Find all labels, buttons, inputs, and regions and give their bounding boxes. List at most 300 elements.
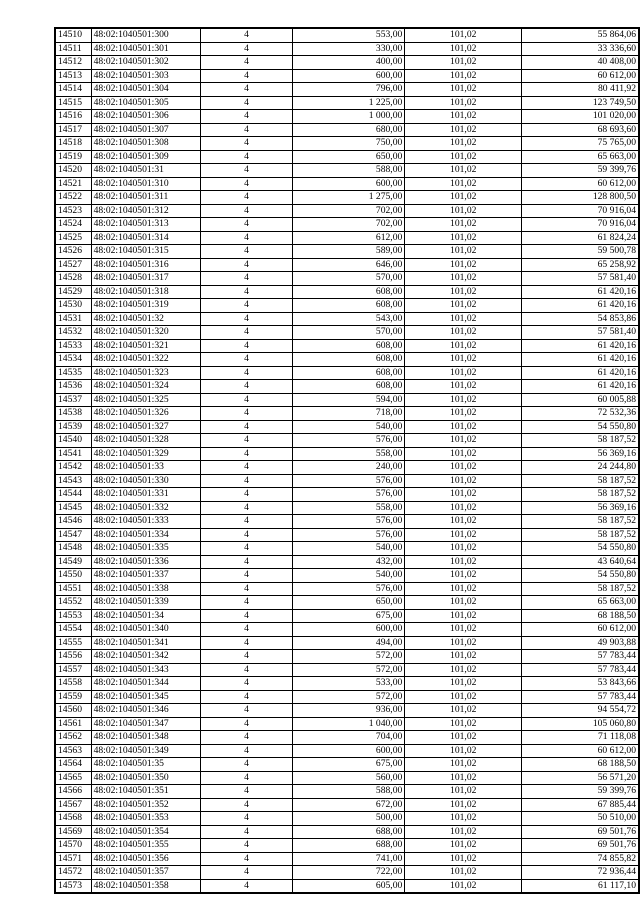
row-number-cell: 14538 [55,407,91,421]
row-number-cell: 14513 [55,69,91,83]
cadastral-value-cell: 54 853,86 [522,312,639,326]
unit-value-cell: 101,02 [405,825,522,839]
table-row [55,866,639,880]
row-number-cell: 14553 [55,609,91,623]
table-row [55,272,639,286]
cadastral-value-cell: 56 571,20 [522,771,639,785]
row-number-cell: 14557 [55,663,91,677]
cadastral-number-cell: 48:02:1040501:303 [91,69,201,83]
table-row [55,879,639,893]
cadastral-number-cell: 48:02:1040501:308 [91,137,201,151]
cadastral-value-cell: 58 187,52 [522,434,639,448]
cadastral-number-cell: 48:02:1040501:353 [91,812,201,826]
row-number-cell: 14518 [55,137,91,151]
area-cell: 500,00 [292,812,405,826]
table-row [55,812,639,826]
group-cell: 4 [201,785,292,799]
unit-value-cell: 101,02 [405,150,522,164]
row-number-cell: 14519 [55,150,91,164]
table-row [55,771,639,785]
row-number-cell: 14520 [55,164,91,178]
cadastral-number-cell: 48:02:1040501:300 [91,28,201,42]
table-row [55,623,639,637]
area-cell: 576,00 [292,474,405,488]
table-row [55,650,639,664]
group-cell: 4 [201,555,292,569]
row-number-cell: 14555 [55,636,91,650]
row-number-cell: 14549 [55,555,91,569]
row-number-cell: 14540 [55,434,91,448]
table-row [55,758,639,772]
table-row [55,339,639,353]
table-row [55,488,639,502]
cadastral-value-cell: 59 500,78 [522,245,639,259]
group-cell: 4 [201,326,292,340]
group-cell: 4 [201,434,292,448]
cadastral-number-cell: 48:02:1040501:317 [91,272,201,286]
cadastral-number-cell: 48:02:1040501:336 [91,555,201,569]
table-row [55,123,639,137]
table-row [55,474,639,488]
area-cell: 608,00 [292,353,405,367]
table-row [55,150,639,164]
area-cell: 558,00 [292,501,405,515]
row-number-cell: 14544 [55,488,91,502]
group-cell: 4 [201,825,292,839]
cadastral-number-cell: 48:02:1040501:314 [91,231,201,245]
area-cell: 1 275,00 [292,191,405,205]
unit-value-cell: 101,02 [405,852,522,866]
area-cell: 796,00 [292,83,405,97]
cadastral-value-cell: 105 060,80 [522,717,639,731]
unit-value-cell: 101,02 [405,83,522,97]
group-cell: 4 [201,245,292,259]
table-row [55,420,639,434]
group-cell: 4 [201,56,292,70]
row-number-cell: 14548 [55,542,91,556]
unit-value-cell: 101,02 [405,164,522,178]
group-cell: 4 [201,542,292,556]
row-number-cell: 14559 [55,690,91,704]
area-cell: 750,00 [292,137,405,151]
group-cell: 4 [201,528,292,542]
cadastral-value-cell: 60 005,88 [522,393,639,407]
cadastral-number-cell: 48:02:1040501:313 [91,218,201,232]
cadastral-number-cell: 48:02:1040501:35 [91,758,201,772]
group-cell: 4 [201,123,292,137]
table-row [55,299,639,313]
group-cell: 4 [201,299,292,313]
table-row [55,56,639,70]
unit-value-cell: 101,02 [405,650,522,664]
area-cell: 576,00 [292,515,405,529]
group-cell: 4 [201,177,292,191]
cadastral-number-cell: 48:02:1040501:343 [91,663,201,677]
group-cell: 4 [201,69,292,83]
row-number-cell: 14535 [55,366,91,380]
row-number-cell: 14552 [55,596,91,610]
cadastral-value-cell: 58 187,52 [522,474,639,488]
unit-value-cell: 101,02 [405,28,522,42]
row-number-cell: 14516 [55,110,91,124]
row-number-cell: 14543 [55,474,91,488]
cadastral-number-cell: 48:02:1040501:325 [91,393,201,407]
cadastral-value-cell: 60 612,00 [522,177,639,191]
area-cell: 330,00 [292,42,405,56]
area-cell: 612,00 [292,231,405,245]
cadastral-value-cell: 75 765,00 [522,137,639,151]
table-row [55,407,639,421]
area-cell: 600,00 [292,69,405,83]
group-cell: 4 [201,798,292,812]
group-cell: 4 [201,218,292,232]
cadastral-value-cell: 70 916,04 [522,204,639,218]
cadastral-value-cell: 58 187,52 [522,528,639,542]
cadastral-value-table [54,27,640,894]
cadastral-number-cell: 48:02:1040501:31 [91,164,201,178]
group-cell: 4 [201,150,292,164]
area-cell: 560,00 [292,771,405,785]
cadastral-value-cell: 94 554,72 [522,704,639,718]
row-number-cell: 14530 [55,299,91,313]
group-cell: 4 [201,596,292,610]
cadastral-number-cell: 48:02:1040501:320 [91,326,201,340]
group-cell: 4 [201,204,292,218]
table-row [55,434,639,448]
unit-value-cell: 101,02 [405,866,522,880]
table-row [55,596,639,610]
row-number-cell: 14523 [55,204,91,218]
unit-value-cell: 101,02 [405,231,522,245]
cadastral-value-cell: 72 532,36 [522,407,639,421]
row-number-cell: 14554 [55,623,91,637]
cadastral-number-cell: 48:02:1040501:346 [91,704,201,718]
area-cell: 533,00 [292,677,405,691]
row-number-cell: 14565 [55,771,91,785]
row-number-cell: 14572 [55,866,91,880]
cadastral-number-cell: 48:02:1040501:355 [91,839,201,853]
row-number-cell: 14562 [55,731,91,745]
group-cell: 4 [201,677,292,691]
group-cell: 4 [201,83,292,97]
group-cell: 4 [201,461,292,475]
cadastral-value-cell: 80 411,92 [522,83,639,97]
group-cell: 4 [201,515,292,529]
unit-value-cell: 101,02 [405,623,522,637]
group-cell: 4 [201,488,292,502]
area-cell: 1 225,00 [292,96,405,110]
cadastral-value-cell: 61 117,10 [522,879,639,893]
cadastral-value-cell: 56 369,16 [522,501,639,515]
row-number-cell: 14514 [55,83,91,97]
cadastral-value-cell: 61 420,16 [522,353,639,367]
unit-value-cell: 101,02 [405,636,522,650]
area-cell: 576,00 [292,582,405,596]
cadastral-number-cell: 48:02:1040501:316 [91,258,201,272]
table-row [55,636,639,650]
cadastral-value-cell: 56 369,16 [522,447,639,461]
table-row [55,137,639,151]
unit-value-cell: 101,02 [405,582,522,596]
area-cell: 240,00 [292,461,405,475]
table-row [55,96,639,110]
unit-value-cell: 101,02 [405,353,522,367]
row-number-cell: 14525 [55,231,91,245]
area-cell: 600,00 [292,744,405,758]
table-row [55,825,639,839]
area-cell: 672,00 [292,798,405,812]
cadastral-number-cell: 48:02:1040501:304 [91,83,201,97]
row-number-cell: 14560 [55,704,91,718]
unit-value-cell: 101,02 [405,690,522,704]
group-cell: 4 [201,393,292,407]
area-cell: 588,00 [292,785,405,799]
group-cell: 4 [201,744,292,758]
area-cell: 936,00 [292,704,405,718]
cadastral-number-cell: 48:02:1040501:334 [91,528,201,542]
cadastral-value-cell: 55 864,06 [522,28,639,42]
unit-value-cell: 101,02 [405,447,522,461]
cadastral-value-cell: 65 663,00 [522,150,639,164]
unit-value-cell: 101,02 [405,596,522,610]
cadastral-value-cell: 123 749,50 [522,96,639,110]
row-number-cell: 14563 [55,744,91,758]
unit-value-cell: 101,02 [405,258,522,272]
area-cell: 675,00 [292,758,405,772]
cadastral-value-cell: 61 824,24 [522,231,639,245]
group-cell: 4 [201,258,292,272]
area-cell: 608,00 [292,285,405,299]
row-number-cell: 14524 [55,218,91,232]
row-number-cell: 14564 [55,758,91,772]
area-cell: 543,00 [292,312,405,326]
area-cell: 608,00 [292,299,405,313]
area-cell: 572,00 [292,650,405,664]
row-number-cell: 14546 [55,515,91,529]
table-row [55,393,639,407]
area-cell: 589,00 [292,245,405,259]
row-number-cell: 14558 [55,677,91,691]
cadastral-number-cell: 48:02:1040501:344 [91,677,201,691]
cadastral-number-cell: 48:02:1040501:352 [91,798,201,812]
area-cell: 702,00 [292,204,405,218]
cadastral-value-cell: 69 501,76 [522,839,639,853]
table-row [55,191,639,205]
table-row [55,515,639,529]
row-number-cell: 14539 [55,420,91,434]
unit-value-cell: 101,02 [405,218,522,232]
table-row [55,609,639,623]
table-row [55,744,639,758]
cadastral-number-cell: 48:02:1040501:328 [91,434,201,448]
cadastral-number-cell: 48:02:1040501:326 [91,407,201,421]
group-cell: 4 [201,771,292,785]
unit-value-cell: 101,02 [405,366,522,380]
area-cell: 572,00 [292,690,405,704]
group-cell: 4 [201,839,292,853]
unit-value-cell: 101,02 [405,515,522,529]
cadastral-number-cell: 48:02:1040501:310 [91,177,201,191]
table-row [55,258,639,272]
cadastral-value-cell: 40 408,00 [522,56,639,70]
area-cell: 605,00 [292,879,405,893]
unit-value-cell: 101,02 [405,717,522,731]
cadastral-value-cell: 71 118,08 [522,731,639,745]
unit-value-cell: 101,02 [405,393,522,407]
cadastral-number-cell: 48:02:1040501:329 [91,447,201,461]
row-number-cell: 14570 [55,839,91,853]
cadastral-number-cell: 48:02:1040501:330 [91,474,201,488]
row-number-cell: 14573 [55,879,91,893]
row-number-cell: 14569 [55,825,91,839]
group-cell: 4 [201,636,292,650]
table-row [55,231,639,245]
group-cell: 4 [201,866,292,880]
unit-value-cell: 101,02 [405,56,522,70]
unit-value-cell: 101,02 [405,785,522,799]
group-cell: 4 [201,231,292,245]
cadastral-number-cell: 48:02:1040501:34 [91,609,201,623]
table-row [55,164,639,178]
unit-value-cell: 101,02 [405,501,522,515]
cadastral-number-cell: 48:02:1040501:357 [91,866,201,880]
cadastral-number-cell: 48:02:1040501:321 [91,339,201,353]
group-cell: 4 [201,42,292,56]
table-row [55,312,639,326]
unit-value-cell: 101,02 [405,312,522,326]
unit-value-cell: 101,02 [405,110,522,124]
table-row [55,798,639,812]
cadastral-value-cell: 58 187,52 [522,488,639,502]
area-cell: 600,00 [292,177,405,191]
row-number-cell: 14566 [55,785,91,799]
cadastral-number-cell: 48:02:1040501:324 [91,380,201,394]
cadastral-value-cell: 60 612,00 [522,69,639,83]
table-row [55,353,639,367]
table-row [55,582,639,596]
row-number-cell: 14526 [55,245,91,259]
group-cell: 4 [201,609,292,623]
cadastral-number-cell: 48:02:1040501:338 [91,582,201,596]
group-cell: 4 [201,650,292,664]
cadastral-number-cell: 48:02:1040501:354 [91,825,201,839]
row-number-cell: 14515 [55,96,91,110]
unit-value-cell: 101,02 [405,42,522,56]
area-cell: 572,00 [292,663,405,677]
cadastral-number-cell: 48:02:1040501:323 [91,366,201,380]
area-cell: 608,00 [292,366,405,380]
cadastral-number-cell: 48:02:1040501:301 [91,42,201,56]
unit-value-cell: 101,02 [405,96,522,110]
cadastral-value-cell: 24 244,80 [522,461,639,475]
cadastral-number-cell: 48:02:1040501:312 [91,204,201,218]
group-cell: 4 [201,690,292,704]
area-cell: 570,00 [292,326,405,340]
unit-value-cell: 101,02 [405,380,522,394]
cadastral-value-cell: 70 916,04 [522,218,639,232]
unit-value-cell: 101,02 [405,191,522,205]
cadastral-value-cell: 61 420,16 [522,366,639,380]
cadastral-value-cell: 58 187,52 [522,515,639,529]
cadastral-value-cell: 43 640,64 [522,555,639,569]
area-cell: 650,00 [292,150,405,164]
group-cell: 4 [201,569,292,583]
group-cell: 4 [201,285,292,299]
row-number-cell: 14568 [55,812,91,826]
cadastral-value-cell: 128 800,50 [522,191,639,205]
row-number-cell: 14547 [55,528,91,542]
cadastral-value-cell: 74 855,82 [522,852,639,866]
area-cell: 688,00 [292,839,405,853]
cadastral-value-cell: 54 550,80 [522,420,639,434]
group-cell: 4 [201,474,292,488]
cadastral-value-cell: 33 336,60 [522,42,639,56]
cadastral-value-cell: 53 843,66 [522,677,639,691]
unit-value-cell: 101,02 [405,285,522,299]
cadastral-value-cell: 101 020,00 [522,110,639,124]
table-row [55,447,639,461]
area-cell: 600,00 [292,623,405,637]
unit-value-cell: 101,02 [405,528,522,542]
row-number-cell: 14517 [55,123,91,137]
cadastral-number-cell: 48:02:1040501:315 [91,245,201,259]
cadastral-number-cell: 48:02:1040501:318 [91,285,201,299]
cadastral-number-cell: 48:02:1040501:351 [91,785,201,799]
area-cell: 594,00 [292,393,405,407]
area-cell: 675,00 [292,609,405,623]
cadastral-value-cell: 61 420,16 [522,380,639,394]
group-cell: 4 [201,96,292,110]
row-number-cell: 14571 [55,852,91,866]
cadastral-number-cell: 48:02:1040501:356 [91,852,201,866]
group-cell: 4 [201,447,292,461]
table-row [55,245,639,259]
group-cell: 4 [201,312,292,326]
cadastral-value-cell: 60 612,00 [522,623,639,637]
area-cell: 588,00 [292,164,405,178]
area-cell: 608,00 [292,339,405,353]
cadastral-number-cell: 48:02:1040501:349 [91,744,201,758]
cadastral-value-cell: 69 501,76 [522,825,639,839]
cadastral-number-cell: 48:02:1040501:337 [91,569,201,583]
table-row [55,785,639,799]
group-cell: 4 [201,731,292,745]
group-cell: 4 [201,704,292,718]
group-cell: 4 [201,407,292,421]
cadastral-value-cell: 61 420,16 [522,339,639,353]
table-row [55,326,639,340]
unit-value-cell: 101,02 [405,555,522,569]
cadastral-number-cell: 48:02:1040501:311 [91,191,201,205]
group-cell: 4 [201,366,292,380]
table-row [55,83,639,97]
cadastral-number-cell: 48:02:1040501:319 [91,299,201,313]
row-number-cell: 14533 [55,339,91,353]
cadastral-value-cell: 72 936,44 [522,866,639,880]
table-row [55,177,639,191]
cadastral-value-cell: 65 258,92 [522,258,639,272]
cadastral-value-cell: 68 188,50 [522,758,639,772]
table-row [55,690,639,704]
group-cell: 4 [201,758,292,772]
cadastral-value-cell: 57 581,40 [522,326,639,340]
group-cell: 4 [201,137,292,151]
area-cell: 576,00 [292,528,405,542]
area-cell: 400,00 [292,56,405,70]
unit-value-cell: 101,02 [405,461,522,475]
group-cell: 4 [201,420,292,434]
group-cell: 4 [201,501,292,515]
